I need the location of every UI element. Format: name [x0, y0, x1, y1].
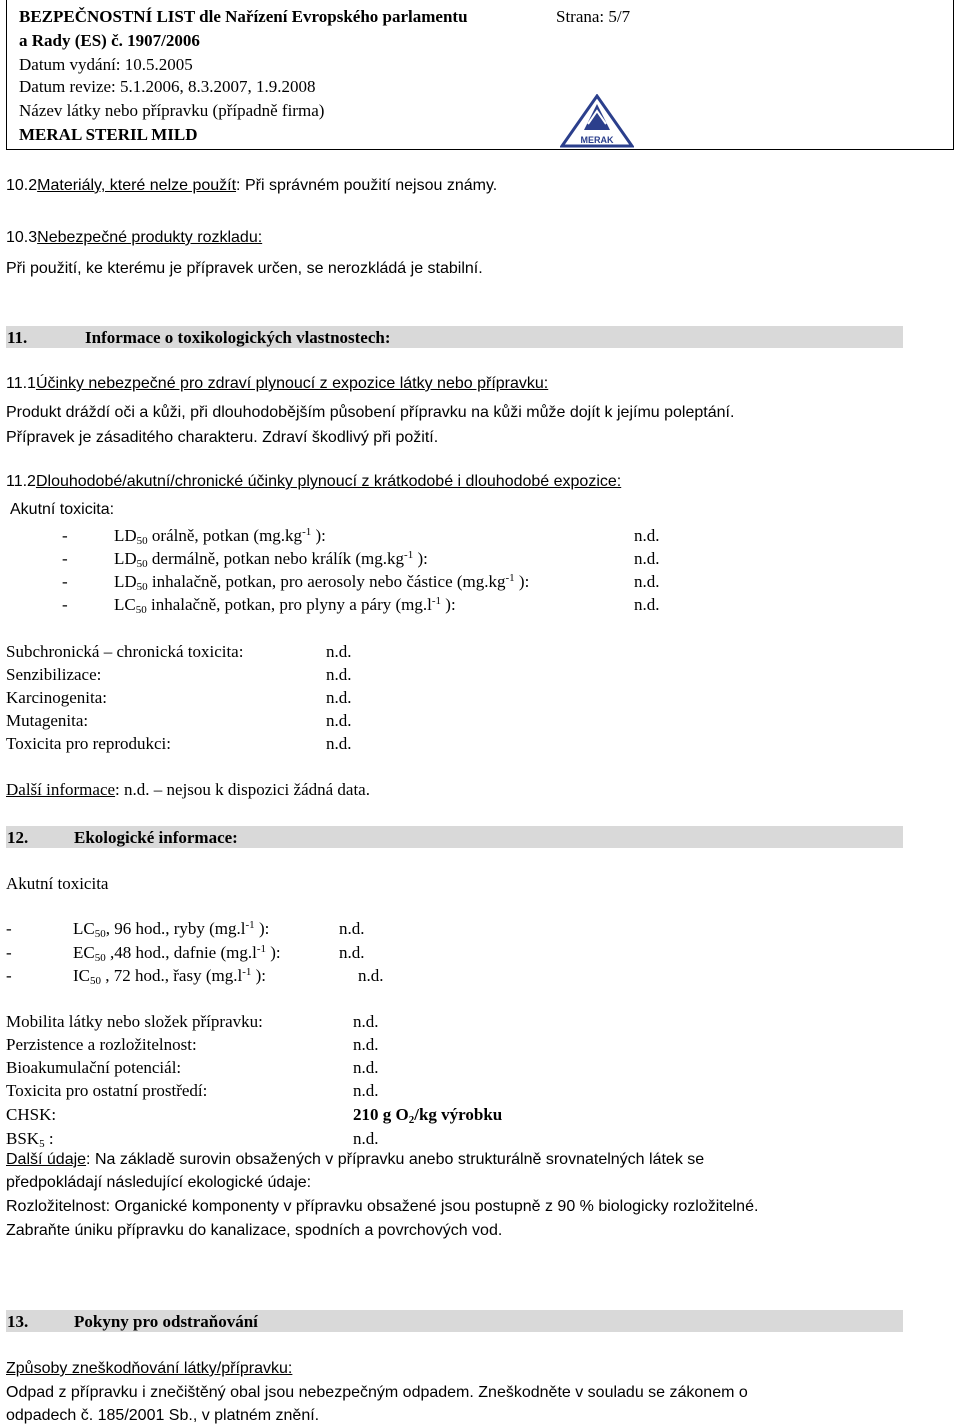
eco-acute-row-dash: - — [6, 943, 12, 962]
eco-acute-row-dash: - — [6, 966, 12, 985]
eco-acute-toxicity-label: Akutní toxicita — [6, 874, 109, 893]
merak-logo — [560, 94, 634, 148]
eco-acute-row-dash: - — [6, 919, 12, 938]
section-10-2 — [6, 178, 497, 194]
section-title: Informace o toxikologických vlastnostech: — [85, 328, 391, 347]
section-11-header — [6, 326, 903, 348]
acute-tox-row-value: n.d. — [634, 549, 660, 568]
tox-item-value: n.d. — [326, 688, 352, 707]
acute-toxicity-label: Akutní toxicita: — [10, 501, 115, 518]
section-12-header — [6, 826, 903, 848]
further-data-line2: předpokládají následující ekologické údaje: — [6, 1174, 312, 1191]
section-10-3-text: Při použití, ke kterému je přípravek určen, se nerozkládá je stabilní. — [6, 260, 483, 277]
eco-acute-row-value: n.d. — [358, 966, 384, 985]
product-name: MERAL STERIL MILD — [19, 125, 198, 144]
header-title-line2: a Rady (ES) č. 1907/2006 — [19, 31, 200, 50]
section-number: 10.2 — [6, 177, 38, 194]
tox-item-value: n.d. — [326, 711, 352, 730]
section-13-header — [6, 1310, 903, 1332]
acute-tox-row: - — [62, 595, 68, 614]
acute-tox-row-label: $LD_{50}$ dermálně, potkan nebo králík ($mg.kg^{-1}$ ): — [114, 549, 428, 570]
header-title-line1: BEZPEČNOSTNÍ LIST dle Nařízení Evropského parlamentu — [19, 7, 468, 26]
eco-item-value: n.d. — [353, 1035, 379, 1054]
revision-date: Datum revize: 5.1.2006, 8.3.2007, 1.9.2008 — [19, 77, 316, 96]
section-11-1-line2: Přípravek je zásaditého charakteru. Zdraví škodlivý při požití. — [6, 429, 439, 446]
tox-item-label: Senzibilizace: — [6, 665, 102, 684]
section-number: 10.3 — [6, 229, 38, 246]
section-title: Pokyny pro odstraňování — [74, 1312, 258, 1331]
section-title: Ekologické informace: — [74, 828, 238, 847]
page-number: Strana: 5/7 — [556, 7, 631, 26]
eco-acute-row-value: n.d. — [339, 919, 365, 938]
tox-item-label: Mutagenita: — [6, 711, 89, 730]
degradability-text: Rozložitelnost: Organické komponenty v přípravku obsažené jsou postupně z 90 % biologicky rozložitelné. — [6, 1198, 759, 1215]
eco-acute-row-label: $LC_{50}$, 96 hod., ryby ($mg.l^{-1}$ ): — [73, 919, 270, 940]
eco-item-value: n.d. — [353, 1058, 379, 1077]
section-number: 11.1 — [6, 375, 36, 392]
tox-item-label: Toxicita pro reprodukci: — [6, 734, 171, 753]
disposal-text-line1: Odpad z přípravku i znečištěný obal jsou nebezpečným odpadem. Zneškodněte v souladu se zákonem o — [6, 1384, 748, 1401]
acute-tox-row-label: $LD_{50}$ orálně, potkan ($mg.kg^{-1}$ ): — [114, 526, 326, 547]
tox-item-value: n.d. — [326, 665, 352, 684]
tox-item-label: Karcinogenita: — [6, 688, 108, 707]
section-text: : Při správném použití nejsou známy. — [236, 177, 498, 194]
tox-item-value: n.d. — [326, 642, 352, 661]
disposal-text-line2: odpadech č. 185/2001 Sb., v platném znění. — [6, 1407, 320, 1424]
bsk-label: $BSK_5$ : — [6, 1129, 54, 1150]
section-number: 11.2 — [6, 473, 36, 490]
acute-tox-row: - — [62, 572, 68, 591]
section-10-3 — [6, 230, 262, 246]
eco-acute-row-value: n.d. — [339, 943, 365, 962]
further-information: Další informace: n.d. – nejsou k dispozici žádná data. — [6, 780, 370, 799]
eco-item-label: Perzistence a rozložitelnost: — [6, 1035, 197, 1054]
section-number: 13. — [7, 1312, 29, 1331]
section-number: 12. — [7, 828, 29, 847]
tox-item-value: n.d. — [326, 734, 352, 753]
bsk-value: n.d. — [353, 1129, 379, 1148]
eco-item-label: Mobilita látky nebo složek přípravku: — [6, 1012, 263, 1031]
chsk-value: 210 g $O_2/kg$ výrobku — [353, 1105, 503, 1126]
acute-tox-row-value: n.d. — [634, 526, 660, 545]
eco-item-label: Toxicita pro ostatní prostředí: — [6, 1081, 208, 1100]
product-name-label: Název látky nebo přípravku (případně firma) — [19, 101, 325, 120]
document-header — [6, 0, 954, 150]
acute-tox-row-label: $LD_{50}$ inhalačně, potkan, pro aerosoly nebo částice ($mg.kg^{-1}$ ): — [114, 572, 530, 593]
section-number: 11. — [7, 328, 28, 347]
acute-tox-row: - — [62, 549, 68, 568]
section-11-2 — [6, 474, 621, 490]
eco-acute-row-label: $IC_{50}$ , 72 hod., řasy ($mg.l^{-1}$ ): — [73, 966, 266, 987]
disposal-methods-label: Způsoby zneškodňování látky/přípravku: — [6, 1360, 293, 1377]
chsk-label: CHSK: — [6, 1105, 57, 1124]
eco-item-label: Bioakumulační potenciál: — [6, 1058, 182, 1077]
eco-item-value: n.d. — [353, 1081, 379, 1100]
tox-item-label: Subchronická – chronická toxicita: — [6, 642, 244, 661]
acute-tox-row-label: $LC_{50}$ inhalačně, potkan, pro plyny a páry ($mg.l^{-1}$ ): — [114, 595, 456, 616]
section-title: Materiály, které nelze použít — [37, 177, 237, 194]
section-11-1-line1: Produkt dráždí oči a kůži, při dlouhodobějším působení přípravku na kůži může dojít k jejímu poleptání. — [6, 404, 735, 421]
acute-tox-row-value: n.d. — [634, 595, 660, 614]
eco-acute-row-label: $EC_{50}$ ,48 hod., dafnie ($mg.l^{-1}$ ): — [73, 943, 281, 964]
section-11-1 — [6, 376, 548, 392]
issue-date: Datum vydání: 10.5.2005 — [19, 55, 193, 74]
leak-warning-text: Zabraňte úniku přípravku do kanalizace, spodních a povrchových vod. — [6, 1222, 503, 1239]
section-title: Nebezpečné produkty rozkladu: — [37, 229, 263, 246]
acute-tox-row: - — [62, 526, 68, 545]
further-data: Další údaje: Na základě surovin obsažených v přípravku anebo strukturálně srovnatelných látek se — [6, 1151, 705, 1168]
section-title: Účinky nebezpečné pro zdraví plynoucí z expozice látky nebo přípravku: — [35, 375, 549, 392]
acute-tox-row-value: n.d. — [634, 572, 660, 591]
eco-item-value: n.d. — [353, 1012, 379, 1031]
svg-text:MERAK: MERAK — [580, 135, 614, 145]
section-title: Dlouhodobé/akutní/chronické účinky plynoucí z krátkodobé i dlouhodobé expozice: — [35, 473, 622, 490]
